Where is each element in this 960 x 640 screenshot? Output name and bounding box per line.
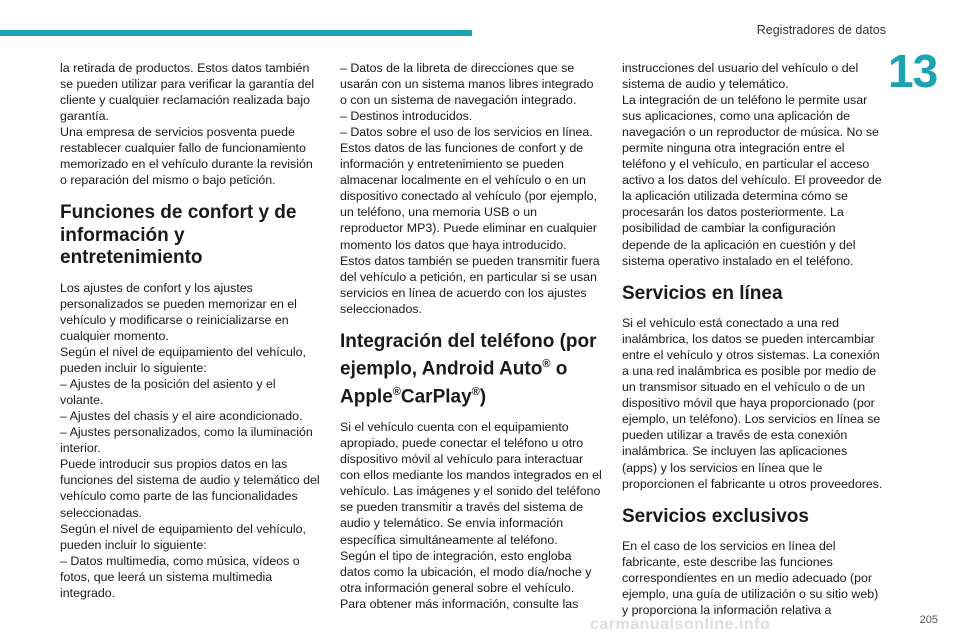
heading-text: o Apple: [340, 358, 568, 408]
header-accent-bar: [0, 30, 472, 36]
list-item: – Datos multimedia, como música, vídeos o fotos, que leerá un sistema multimedia integrado.: [60, 553, 300, 600]
section-title: Registradores de datos: [756, 23, 886, 37]
paragraph: Según el tipo de integración, esto engloba datos como la ubicación, el modo día/noche y otra información general sobre el vehículo. Para obtener más información, consulte las: [340, 548, 592, 611]
column-1: [60, 60, 322, 601]
paragraph: Si el vehículo cuenta con el equipamiento apropiado, puede conectar el teléfono u otro dispositivo móvil al vehículo para interactuar con ellos mediante los mandos integrados en el vehículo. Las imágenes y el sonido del teléfono se pueden transmitir a través del sistema de audio y telemático. Se envía información específica simultáneamente al teléfono.: [340, 420, 602, 547]
page-number: 205: [919, 614, 938, 626]
list-item: – Ajustes personalizados, como la iluminación interior.: [60, 425, 313, 456]
column-3: [622, 60, 884, 618]
watermark: carmanualsonline.info: [590, 616, 771, 633]
paragraph: Si el vehículo está conectado a una red inalámbrica, los datos se pueden intercambiar entre el vehículo y otros sistemas. La conexión a una red inalámbrica es posible por medio de un transmisor situado en el vehículo o de un dispositivo móvil que haya proporcionado (por ejemplo, un teléfono). Los servicios en línea se pueden utilizar a través de esta conexión inalámbrica. Se incluyen las aplicaciones (apps) y los servicios en línea que le proporcionen el fabricante u otros proveedores.: [622, 316, 883, 491]
registered-mark: ®: [392, 386, 401, 399]
paragraph: En el caso de los servicios en línea del fabricante, este describe las funciones correspondientes en un medio adecuado (por ejemplo, una guía de utilización o su sitio web) y proporciona la información relativa a: [622, 539, 879, 618]
registered-mark: ®: [542, 358, 551, 371]
column-2: [340, 60, 602, 612]
heading-phone-integration: [340, 331, 602, 409]
paragraph: Estos datos también se pueden transmitir fuera del vehículo a petición, en particular si se usan servicios en línea de acuerdo con los ajustes seleccionados.: [340, 253, 600, 316]
paragraph: Estos datos de las funciones de confort y de información y entretenimiento se pueden almacenar localmente en el vehículo o en un dispositivo conectado al vehículo (por ejemplo, un teléfono, una memoria USB o un reproductor MP3). Puede eliminar en cualquier momento los datos que haya introducido.: [340, 141, 597, 252]
list-item: – Ajustes de la posición del asiento y el volante.: [60, 377, 276, 408]
heading-text: Integración del teléfono (por ejemplo, Android Auto: [340, 330, 597, 380]
paragraph: Según el nivel de equipamiento del vehículo, pueden incluir lo siguiente:: [60, 521, 306, 552]
paragraph: Los ajustes de confort y los ajustes personalizados se pueden memorizar en el vehículo y modificarse o reinicializarse en cualquier momento.: [60, 280, 297, 344]
list-item: – Ajustes del chasis y el aire acondicionado.: [60, 409, 303, 424]
registered-mark: ®: [471, 386, 480, 399]
heading-exclusive-services: Servicios exclusivos: [622, 505, 809, 527]
chapter-number: 13: [888, 45, 938, 97]
paragraph: Según el nivel de equipamiento del vehículo, pueden incluir lo siguiente:: [60, 345, 306, 376]
paragraph: Una empresa de servicios posventa puede restablecer cualquier fallo de funcionamiento memorizado en el vehículo durante la revisión o reparación del mismo o bajo petición.: [60, 125, 313, 188]
list-item: – Destinos introducidos.: [340, 109, 473, 124]
heading-confort: Funciones de confort y de información y entretenimiento: [60, 202, 297, 269]
list-item: – Datos sobre el uso de los servicios en línea.: [340, 125, 593, 140]
heading-text: CarPlay: [400, 386, 472, 408]
paragraph: la retirada de productos. Estos datos también se pueden utilizar para verificar la garantía del cliente y cualquier reclamación realizada bajo garantía.: [60, 61, 315, 124]
paragraph: instrucciones del usuario del vehículo o del sistema de audio y telemático.: [622, 61, 859, 92]
paragraph: Puede introducir sus propios datos en las funciones del sistema de audio y telemático del vehículo como parte de las funcionalidades seleccionadas.: [60, 457, 320, 520]
list-item: – Datos de la libreta de direcciones que se usarán con un sistema manos libres integrado o con un sistema de navegación integrado.: [340, 61, 594, 108]
paragraph: La integración de un teléfono le permite usar sus aplicaciones, como una aplicación de navegación o un reproductor de música. No se permite ninguna otra integración entre el teléfono y el vehículo, en particular el acceso activo a los datos del vehículo. El proveedor de la aplicación utilizada determina cómo se procesarán los datos posteriormente. La posibilidad de cambiar la configuración depende de la aplicación en cuestión y del sistema operativo instalado en el teléfono.: [622, 93, 882, 268]
heading-text: ): [479, 386, 487, 408]
heading-online-services: Servicios en línea: [622, 282, 783, 304]
